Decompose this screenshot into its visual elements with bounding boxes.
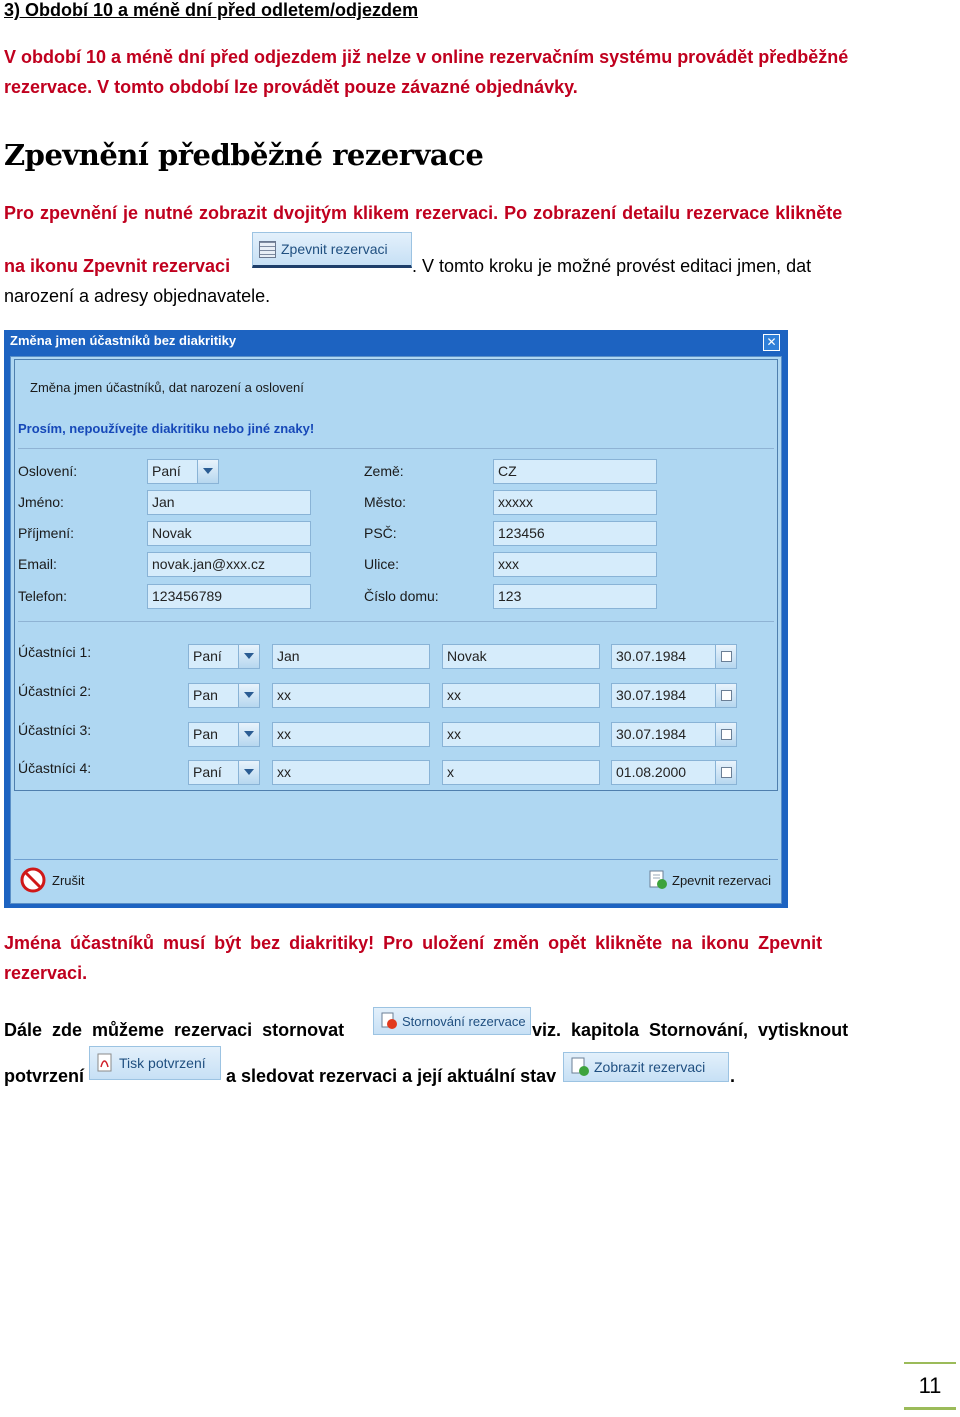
label-ucastnik-4: Účastníci 4: bbox=[18, 760, 92, 776]
dialog-footer bbox=[14, 859, 778, 898]
page-number: 11 bbox=[904, 1362, 956, 1410]
note-line-2: rezervaci. bbox=[4, 963, 88, 983]
ucastnik-3-first-input[interactable]: xx bbox=[272, 722, 430, 747]
dialog-title: Změna jmen účastníků bez diakritiky bbox=[10, 333, 237, 348]
note-line-1: Jména účastníků musí být bez diakritiky! Pro uložení změn opět klikněte na ikonu Zpevnit bbox=[4, 933, 823, 953]
para1-line-1: Pro zpevnění je nutné zobrazit dvojitým klikem rezervaci. Po zobrazení detailu rezervace klikněte bbox=[4, 203, 843, 223]
ucastnik-3-birth-input[interactable] bbox=[611, 722, 737, 747]
ucastnik-3-title-select[interactable] bbox=[188, 722, 260, 747]
osloveni-value: Paní bbox=[152, 463, 181, 479]
ucastnik-1-last-input[interactable]: Novak bbox=[442, 644, 600, 669]
chevron-down-icon[interactable] bbox=[197, 460, 218, 483]
ucastnik-1-title-select[interactable] bbox=[188, 644, 260, 669]
ucastnik-4-title-select[interactable] bbox=[188, 760, 260, 785]
table-icon bbox=[259, 241, 276, 258]
prijmeni-input[interactable]: Novak bbox=[147, 521, 311, 546]
divider bbox=[18, 621, 774, 622]
ucastnik-2-title: Pan bbox=[193, 687, 218, 703]
cancel-label: Zrušit bbox=[52, 873, 85, 888]
para2-part-3: potvrzení bbox=[4, 1066, 85, 1086]
ucastnik-4-birth-input[interactable] bbox=[611, 760, 737, 785]
document-check-icon bbox=[570, 1057, 590, 1077]
label-prijmeni: Příjmení: bbox=[18, 525, 75, 541]
label-cislo-domu: Číslo domu: bbox=[364, 588, 439, 604]
ucastnik-4-birth: 01.08.2000 bbox=[616, 764, 687, 780]
psc-input[interactable]: 123456 bbox=[493, 521, 657, 546]
ucastnik-1-birth-input[interactable] bbox=[611, 644, 737, 669]
para1-line-2-red: na ikonu Zpevnit rezervaci bbox=[4, 256, 231, 276]
confirm-label: Zpevnit rezervaci bbox=[672, 873, 771, 888]
warning-text: Prosím, nepoužívejte diakritiku nebo jiné znaky! bbox=[18, 421, 315, 436]
jmeno-input[interactable]: Jan bbox=[147, 490, 311, 515]
ucastnik-3-birth: 30.07.1984 bbox=[616, 726, 687, 742]
cislo-domu-input[interactable]: 123 bbox=[493, 584, 657, 609]
label-psc: PSČ: bbox=[364, 525, 397, 541]
ucastnik-2-title-select[interactable] bbox=[188, 683, 260, 708]
ucastnik-3-last-input[interactable]: xx bbox=[442, 722, 600, 747]
ucastnik-2-first-input[interactable]: xx bbox=[272, 683, 430, 708]
calendar-icon[interactable] bbox=[715, 684, 736, 707]
ulice-input[interactable]: xxx bbox=[493, 552, 657, 577]
confirm-button[interactable] bbox=[648, 869, 776, 891]
telefon-input[interactable]: 123456789 bbox=[147, 584, 311, 609]
calendar-icon[interactable] bbox=[715, 723, 736, 746]
label-ulice: Ulice: bbox=[364, 556, 400, 572]
osloveni-select[interactable] bbox=[147, 459, 219, 484]
para2-part-1: Dále zde můžeme rezervaci stornovat bbox=[4, 1020, 345, 1040]
stop-icon bbox=[20, 867, 46, 893]
mesto-input[interactable]: xxxxx bbox=[493, 490, 657, 515]
ucastnik-1-title: Paní bbox=[193, 648, 222, 664]
calendar-icon[interactable] bbox=[715, 761, 736, 784]
inline-zobrazit-label: Zobrazit rezervaci bbox=[594, 1059, 706, 1075]
label-ucastnik-3: Účastníci 3: bbox=[18, 722, 92, 738]
document-check-icon bbox=[648, 870, 668, 890]
inline-storno-icon-button bbox=[373, 1007, 531, 1035]
ucastnik-2-birth: 30.07.1984 bbox=[616, 687, 687, 703]
chevron-down-icon[interactable] bbox=[238, 723, 259, 746]
zeme-input[interactable]: CZ bbox=[493, 459, 657, 484]
intro-paragraph bbox=[4, 42, 862, 102]
intro-line-2: rezervace. V tomto období lze provádět pouze závazné objednávky. bbox=[4, 77, 578, 97]
close-icon[interactable]: ✕ bbox=[763, 334, 780, 351]
document-warning-icon bbox=[380, 1012, 398, 1030]
label-mesto: Město: bbox=[364, 494, 407, 510]
inline-tisk-label: Tisk potvrzení bbox=[119, 1055, 206, 1071]
ucastnik-4-first-input[interactable]: xx bbox=[272, 760, 430, 785]
chevron-down-icon[interactable] bbox=[238, 645, 259, 668]
para2-part-5: . bbox=[730, 1066, 736, 1086]
email-input[interactable]: novak.jan@xxx.cz bbox=[147, 552, 311, 577]
inline-zobrazit-icon-button bbox=[563, 1052, 729, 1082]
pdf-icon bbox=[96, 1053, 114, 1073]
label-email: Email: bbox=[18, 556, 57, 572]
divider bbox=[18, 448, 774, 449]
inline-zpevnit-icon-button bbox=[252, 232, 412, 268]
para2-part-2: viz. kapitola Stornování, vytisknout bbox=[532, 1020, 849, 1040]
ucastnik-4-last-input[interactable]: x bbox=[442, 760, 600, 785]
inline-tisk-icon-button bbox=[89, 1046, 221, 1080]
ucastnik-4-title: Paní bbox=[193, 764, 222, 780]
heading-zpevneni: Zpevnění předběžné rezervace bbox=[4, 138, 484, 172]
dialog-body bbox=[10, 356, 782, 904]
chevron-down-icon[interactable] bbox=[238, 684, 259, 707]
calendar-icon[interactable] bbox=[715, 645, 736, 668]
panel-label: Změna jmen účastníků, dat narození a oslovení bbox=[30, 380, 304, 395]
section-heading: 3) Období 10 a méně dní před odletem/odjezdem bbox=[4, 0, 419, 20]
ucastnik-2-last-input[interactable]: xx bbox=[442, 683, 600, 708]
para2-part-4: a sledovat rezervaci a její aktuální stav bbox=[226, 1066, 557, 1086]
label-telefon: Telefon: bbox=[18, 588, 68, 604]
ucastnik-1-birth: 30.07.1984 bbox=[616, 648, 687, 664]
para1-line-2-black: . V tomto kroku je možné provést editaci jmen, dat bbox=[412, 256, 812, 276]
intro-line-1: V období 10 a méně dní před odjezdem již nelze v online rezervačním systému provádět předběžné bbox=[4, 47, 849, 67]
label-ucastnik-1: Účastníci 1: bbox=[18, 644, 92, 660]
label-ucastnik-2: Účastníci 2: bbox=[18, 683, 92, 699]
label-osloveni: Oslovení: bbox=[18, 463, 78, 479]
cancel-button[interactable] bbox=[20, 867, 100, 893]
inline-zpevnit-label: Zpevnit rezervaci bbox=[281, 241, 388, 257]
dialog-window bbox=[4, 330, 788, 908]
ucastnik-1-first-input[interactable]: Jan bbox=[272, 644, 430, 669]
ucastnik-2-birth-input[interactable] bbox=[611, 683, 737, 708]
label-zeme: Země: bbox=[364, 463, 404, 479]
ucastnik-3-title: Pan bbox=[193, 726, 218, 742]
inline-storno-label: Stornování rezervace bbox=[402, 1013, 526, 1029]
para1-line-3: narození a adresy objednavatele. bbox=[4, 286, 271, 306]
form-panel bbox=[14, 359, 778, 791]
label-jmeno: Jméno: bbox=[18, 494, 64, 510]
chevron-down-icon[interactable] bbox=[238, 761, 259, 784]
